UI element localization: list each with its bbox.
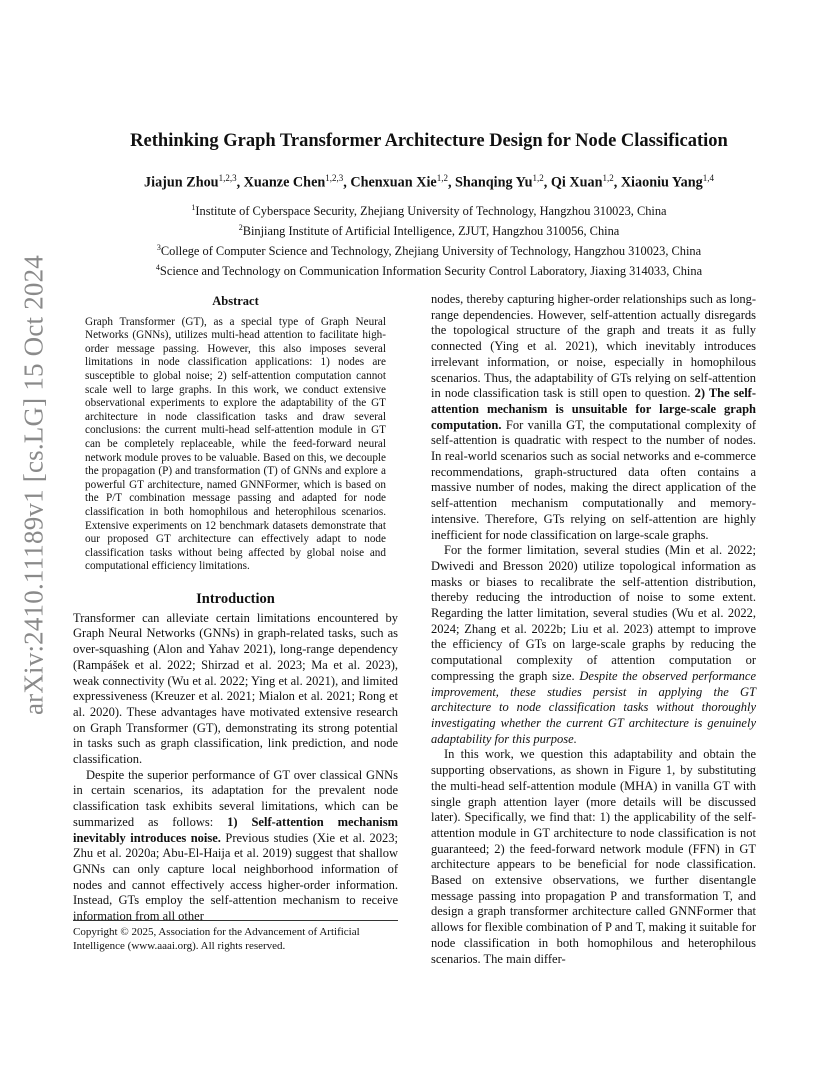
copyright-footnote: Copyright © 2025, Association for the Advancement of Artificial Intelligence (www.aaai.org). All rights reserved. bbox=[73, 920, 398, 953]
arxiv-identifier-stamp bbox=[4, 254, 64, 716]
left-column bbox=[73, 294, 398, 925]
intro-paragraph-3-italic: Despite the observed performance improvement, these studies persist in applying the GT architecture to node classification tasks without thoroughly investigating whether the current GT architecture is genuinely adaptability for this purpose. bbox=[431, 668, 756, 746]
author-name: Chenxuan Xie bbox=[350, 174, 437, 191]
intro-paragraph-4: In this work, we question this adaptability and obtain the supporting observations, as shown in Figure 1, by substituting the multi-head self-attention module (MHA) in vanilla GT with single graph attention layer (more details will be discussed later). Specifically, we find that: 1) the applicability of the self-attention module in GT architecture to node classification is not guaranteed; 2) the feed-forward network module (FFN) in GT architecture appears to be beneficial for node classification. Based on extensive observations, we further disentangle message passing into propagation P and transformation T, and design a graph transformer architecture called GNNFormer that allows for flexible combination of P and T, making it suitable for node classification in both homophilous and heterophilous scenarios. The main differ- bbox=[431, 747, 756, 966]
affiliation-line bbox=[60, 220, 798, 240]
paper-title: Rethinking Graph Transformer Architecture Design for Node Classification bbox=[130, 131, 728, 151]
abstract-body: Graph Transformer (GT), as a special type of Graph Neural Networks (GNNs), utilizes multi-head attention to facilitate high-order message passing. However, this also imposes several limitations in node classification applications: 1) nodes are susceptible to global noise; 2) self-attention computation cannot scale well to large graphs. In this work, we conduct extensive observational experiments to explore the adaptability of the GT architecture in node classification tasks and draw several conclusions: the current multi-head self-attention module in GT can be completely replaceable, while the feed-forward neural network module proves to be valuable. Based on this, we decouple the propagation (P) and transformation (T) of GNNs and explore a powerful GT architecture, named GNNFormer, which is based on the P/T combination message passing and adapted for node classification in both homophilous and heterophilous scenarios. Extensive experiments on 12 benchmark datasets demonstrate that our proposed GT architecture can effectively adapt to node classification tasks without being affected by global noise and computational efficiency limitations. bbox=[85, 315, 386, 573]
arxiv-identifier-text: arXiv:2410.11189v1 [cs.LG] 15 Oct 2024 bbox=[18, 254, 49, 716]
author-affil-sup: 1,2,3 bbox=[325, 173, 344, 183]
introduction-heading: Introduction bbox=[196, 590, 275, 607]
author-name: Jiajun Zhou bbox=[144, 174, 219, 191]
paper-header bbox=[60, 128, 798, 279]
affiliation-text: Science and Technology on Communication Information Security Control Laboratory, Jiaxing 314033, China bbox=[159, 263, 703, 278]
intro-paragraph-3 bbox=[431, 543, 756, 747]
intro-paragraph-1: Transformer can alleviate certain limitations encountered by Graph Neural Networks (GNNs) in graph-related tasks, such as over-squashing (Alon and Yahav 2021), long-range dependency (Rampášek et al. 2022; Shirzad et al. 2023; Ma et al. 2023), weak connectivity (Wu et al. 2022; Ying et al. 2021), and limited expressiveness (Kreuzer et al. 2021; Mialon et al. 2021; Rong et al. 2020). These advantages have motivated extensive research on Graph Transformer (GT), demonstrating its strong potential in tasks such as graph classification, link prediction, and node classification. bbox=[73, 610, 398, 767]
affiliation-text: Institute of Cyberspace Security, Zhejiang University of Technology, Hangzhou 310023, China bbox=[195, 203, 667, 218]
intro-paragraph-2-continued: Previous studies (Xie et al. 2023; Zhu et al. 2020a; Abu-El-Haija et al. 2019) suggest that shallow GNNs can only capture local neighborhood information of nodes and cannot effectively access higher-order information. Instead, GTs employ the self-attention mechanism to receive information from all other bbox=[73, 830, 398, 924]
affiliation-line bbox=[60, 240, 798, 260]
author-name: Shanqing Yu bbox=[455, 174, 533, 191]
affiliation-sup: 3 bbox=[156, 242, 161, 252]
affiliation-line bbox=[60, 200, 798, 220]
right-column bbox=[431, 292, 756, 967]
author-affil-sup: 1,2 bbox=[602, 173, 614, 183]
author-name: Qi Xuan bbox=[550, 174, 603, 191]
intro-paragraph-2 bbox=[73, 768, 398, 925]
author-list: Jiajun Zhou$^{1,2,3}$, Xuanze Chen$^{1,2,3}$, Chenxuan Xie$^{1,2}$, Shanqing Yu$^{1,2}$, Qi Xuan$^{1,2}$, Xiaoniu Yang$^{1,4}$ bbox=[144, 173, 714, 191]
affiliation-sup: 1 bbox=[191, 202, 196, 212]
intro-right-text-continued: For vanilla GT, the computational complexity of self-attention is quadratic with respect to the number of nodes. In real-world scenarios such as social networks and e-commerce recommendations, graph-structured data often contains a massive number of nodes, making the direct application of the self-attention mechanism computationally and memory-intensive. Therefore, GTs relying on self-attention are highly inefficient for node classification on large-scale graphs. bbox=[431, 417, 756, 542]
author-affil-sup: 1,4 bbox=[702, 173, 714, 183]
author-affil-sup: 1,2,3 bbox=[218, 173, 237, 183]
author-affil-sup: 1,2 bbox=[436, 173, 448, 183]
abstract-heading: Abstract bbox=[212, 294, 259, 308]
affiliation-sup: 4 bbox=[155, 262, 160, 272]
limitation-1-bold: 1) Self-attention mechanism inevitably introduces noise. bbox=[73, 814, 398, 845]
limitation-2-bold: 2) The self-attention mechanism is unsuitable for large-scale graph computation. bbox=[431, 386, 756, 432]
affiliation-list bbox=[60, 200, 798, 280]
author-name: Xuanze Chen bbox=[243, 174, 326, 191]
author-name: Xiaoniu Yang bbox=[620, 174, 703, 191]
affiliation-text: College of Computer Science and Technology, Zhejiang University of Technology, Hangzhou 310023, China bbox=[160, 243, 702, 258]
intro-paragraph-2-text: Despite the superior performance of GT over classical GNNs in certain scenarios, its adaptation for the prevalent node classification task exhibits several limitations, which can be summarized as follows: bbox=[73, 767, 398, 829]
author-affil-sup: 1,2 bbox=[532, 173, 544, 183]
affiliation-text: Binjiang Institute of Artificial Intelligence, ZJUT, Hangzhou 310056, China bbox=[242, 223, 620, 238]
intro-paragraph-3-text: For the former limitation, several studies (Min et al. 2022; Dwivedi and Bresson 2020) utilize topological information as masks or biases to recalibrate the self-attention distribution, thereby reducing the introduction of noise to some extent. Regarding the latter limitation, several studies (Wu et al. 2022, 2024; Zhang et al. 2022b; Liu et al. 2023) attempt to improve the efficiency of GTs on large-scale graphs by reducing the computational complexity of attention computation or compressing the graph size. bbox=[431, 543, 756, 683]
affiliation-line bbox=[60, 260, 798, 280]
affiliation-sup: 2 bbox=[238, 222, 243, 232]
intro-right-text: nodes, thereby capturing higher-order relationships such as long-range dependencies. However, self-attention actually disregards the topological structure of the graph and treats it as fully connected (Ying et al. 2021), which inevitably introduces irrelevant information, or noise, especially in homophilous scenarios. Thus, the adaptability of GTs relying on self-attention in node classification task is still open to question. bbox=[431, 292, 756, 401]
intro-paragraph-2-right bbox=[431, 292, 756, 543]
